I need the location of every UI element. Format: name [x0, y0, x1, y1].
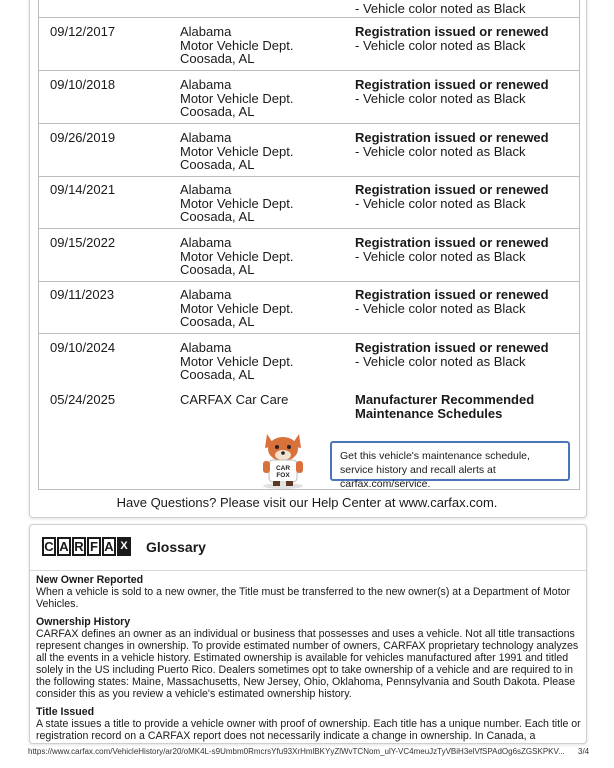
record-date: 05/24/2025: [50, 392, 116, 407]
record-comments: [355, 183, 570, 210]
record-comments: [355, 393, 570, 420]
glossary-definition: When a vehicle is sold to a new owner, the Title must be transferred to the new owner(s) at a Department of Motor Vehicles.: [36, 586, 571, 610]
table-row: [39, 281, 579, 334]
record-source-line: Coosada, AL: [180, 104, 255, 119]
glossary-entries: [36, 574, 584, 742]
record-headline: Registration issued or renewed: [355, 235, 549, 250]
record-source: [180, 183, 330, 224]
record-source-line: Motor Vehicle Dept.: [180, 90, 294, 106]
record-headline: Registration issued or renewed: [355, 287, 549, 302]
page-number: 3/4: [578, 747, 590, 756]
record-source-line: Motor Vehicle Dept.: [180, 300, 294, 316]
record-source-line: Alabama: [180, 235, 232, 250]
record-source-line: Alabama: [180, 130, 232, 145]
record-source-line: Alabama: [180, 287, 232, 302]
record-detail: - Vehicle color noted as Black: [355, 143, 526, 159]
logo-letter: C: [42, 537, 56, 556]
record-date: 09/15/2022: [50, 235, 116, 250]
record-comments: [355, 236, 570, 263]
record-source: CARFAX Car Care: [180, 392, 289, 407]
record-comments: [355, 78, 570, 105]
record-source-line: Motor Vehicle Dept.: [180, 195, 294, 211]
logo-letter: X: [117, 537, 131, 556]
vehicle-history-card: [29, 0, 587, 518]
record-source-line: Coosada, AL: [180, 157, 255, 172]
record-detail: - Vehicle color noted as Black: [355, 195, 526, 211]
record-source: [180, 341, 330, 382]
service-callout-box[interactable]: Get this vehicle's maintenance schedule, service history and recall alerts at carfax.com/service.: [330, 441, 570, 481]
record-source: [180, 236, 330, 277]
record-source-line: Motor Vehicle Dept.: [180, 248, 294, 264]
record-detail: - Vehicle color noted as Black: [355, 37, 526, 53]
glossary-term: New Owner Reported: [36, 574, 144, 586]
table-row-partial: [39, 0, 579, 18]
record-comments: [355, 131, 570, 158]
record-headline: Registration issued or renewed: [355, 77, 549, 92]
record-source: [180, 288, 330, 329]
record-headline: Registration issued or renewed: [355, 130, 549, 145]
record-headline: Manufacturer Recommended Maintenance Schedules: [355, 392, 535, 421]
table-row: [39, 229, 579, 282]
record-source-line: Alabama: [180, 24, 232, 39]
record-date: 09/14/2021: [50, 182, 116, 197]
help-center-text: Have Questions? Please visit our Help Center at www.carfax.com.: [116, 495, 498, 510]
logo-letter: F: [87, 537, 101, 556]
record-headline: Registration issued or renewed: [355, 340, 549, 355]
record-headline: Registration issued or renewed: [355, 182, 549, 197]
record-source-line: Alabama: [180, 77, 232, 92]
table-row: [39, 71, 579, 124]
comment-detail: - Vehicle color noted as Black: [355, 1, 526, 16]
record-source: [180, 78, 330, 119]
mascot-sign-line-1: CAR: [275, 465, 291, 472]
glossary-title: Glossary: [146, 539, 206, 555]
record-source: [180, 25, 330, 66]
record-date: 09/10/2024: [50, 340, 116, 355]
glossary-definition: A state issues a title to provide a vehicle owner with proof of ownership. Each title has a unique number. Each title or registration record on a CARFAX report does not necessarily indicate a change in ownership. In Canada, a: [36, 718, 581, 742]
record-comments: [355, 341, 570, 368]
table-row: [39, 124, 579, 177]
glossary-term: Title Issued: [36, 706, 95, 718]
record-detail: - Vehicle color noted as Black: [355, 353, 526, 369]
record-detail: - Vehicle color noted as Black: [355, 300, 526, 316]
logo-letter: A: [102, 537, 116, 556]
glossary-card: [29, 524, 587, 744]
record-source-line: Motor Vehicle Dept.: [180, 37, 294, 53]
glossary-header: [30, 525, 586, 571]
table-row: [39, 18, 579, 71]
record-source-line: Coosada, AL: [180, 367, 255, 382]
glossary-definition: CARFAX defines an owner as an individual or business that possesses and uses a vehicle. Not all title transactions represent changes in ownership. To provide estimated number of owners, CARFAX proprietary technology analyzes all the events in a vehicle history. Estimated ownership is available for vehicles manufactured after 1991 and titled solely in the US including Puerto Rico. Dealers sometimes opt to take ownership of a vehicle and are required to in the following states: Maine, Massachusetts, New Jersey, Ohio, Oklahoma, Pennsylvania and South Dakota. Please consider this as you review a vehicle's estimated ownership history.: [36, 628, 579, 700]
record-date: 09/26/2019: [50, 130, 116, 145]
record-comments: [355, 25, 570, 52]
record-source-line: Coosada, AL: [180, 262, 255, 277]
logo-letter: R: [72, 537, 86, 556]
print-footer: [0, 744, 614, 768]
record-source-line: Coosada, AL: [180, 51, 255, 66]
table-row: [39, 176, 579, 229]
record-source-line: Coosada, AL: [180, 314, 255, 329]
carfox-mascot-icon: [255, 430, 311, 490]
record-comments: [355, 288, 570, 315]
table-row: [39, 334, 579, 387]
record-source: [180, 131, 330, 172]
glossary-term: Ownership History: [36, 616, 131, 628]
history-table: [38, 0, 580, 490]
record-detail: - Vehicle color noted as Black: [355, 248, 526, 264]
record-source-line: Alabama: [180, 340, 232, 355]
carfax-logo: [42, 537, 132, 556]
logo-letter: A: [57, 537, 71, 556]
record-source-line: Motor Vehicle Dept.: [180, 143, 294, 159]
record-detail: - Vehicle color noted as Black: [355, 90, 526, 106]
record-source-line: Motor Vehicle Dept.: [180, 353, 294, 369]
record-date: 09/12/2017: [50, 24, 116, 39]
footer-url: https://www.carfax.com/VehicleHistory/ar20/oMK4L-s9Umbm0RmcrsYfu93XrHmlBKYyZlWvTCNom_ulY-VC4meuJzTyVBiH3elVfSPAdOg6sZGSKPKV...: [28, 747, 565, 756]
record-source-line: Coosada, AL: [180, 209, 255, 224]
mascot-sign-line-2: FOX: [276, 472, 290, 479]
record-headline: Registration issued or renewed: [355, 24, 549, 39]
record-date: 09/10/2018: [50, 77, 116, 92]
record-date: 09/11/2023: [50, 287, 115, 302]
record-source-line: Alabama: [180, 182, 232, 197]
